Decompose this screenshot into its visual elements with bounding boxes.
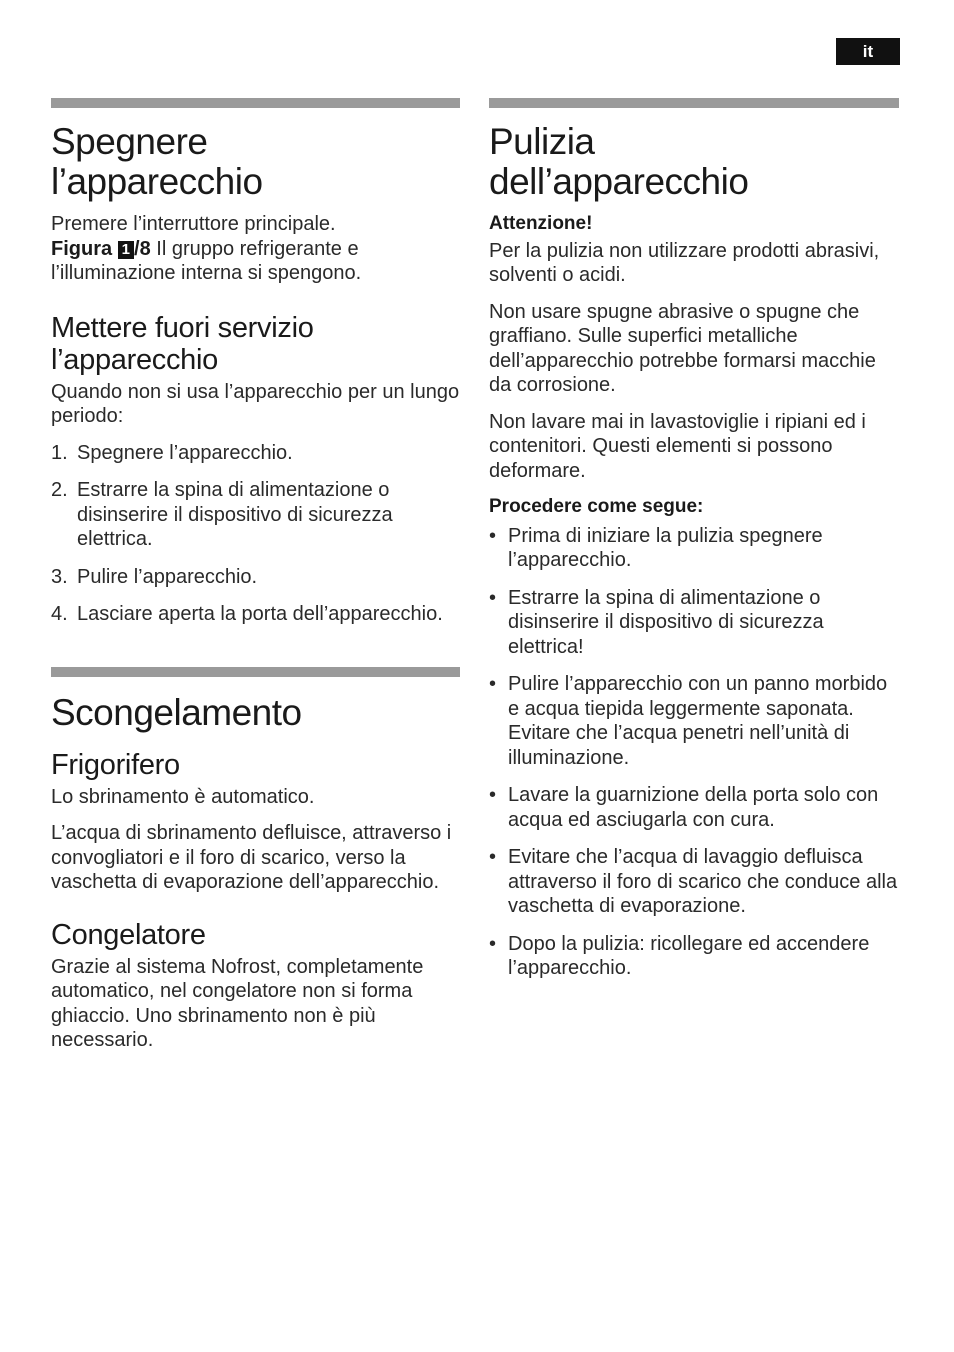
cleaning-paragraph-2: Non usare spugne abrasive o spugne che graffiano. Sulle superfici metalliche dell’apparecchio potrebbe formarsi macchie da corrosione. (489, 300, 876, 396)
list-item (489, 524, 899, 573)
procedure-label: Procedere come segue: (489, 496, 704, 517)
language-tab: it (836, 38, 900, 65)
figure-ref: /8 (134, 237, 151, 260)
bullet-marker: • (489, 932, 497, 955)
figure-label: Figura (51, 237, 118, 260)
subsection-title-fridge: Frigorifero (51, 748, 180, 781)
list-item (489, 586, 899, 660)
switch-off-paragraph (51, 212, 460, 286)
bullet-text: Pulire l’apparecchio con un panno morbido e acqua tiepida leggermente saponata. Evitare che l’acqua penetri nell’unità di illuminazione. (508, 673, 888, 769)
title-line: Spegnere (51, 121, 208, 162)
title-line: Pulizia (489, 121, 595, 162)
decommission-intro: Quando non si usa l’apparecchio per un lungo periodo: (51, 380, 460, 427)
bullet-marker: • (489, 784, 497, 806)
list-item (489, 672, 899, 770)
section-rule (489, 98, 899, 108)
list-item (51, 478, 460, 552)
intro-text: Premere l’interruttore principale. (51, 213, 336, 235)
section-rule (51, 98, 460, 108)
figure-reference (51, 238, 151, 260)
list-item (51, 565, 460, 590)
title-line: dell’apparecchio (489, 161, 749, 202)
list-item (51, 441, 460, 466)
decommission-steps (51, 441, 460, 627)
bullet-marker: • (489, 586, 497, 609)
section-title-cleaning (489, 122, 899, 202)
title-line: l’apparecchio (51, 161, 263, 202)
section-title-switch-off (51, 122, 460, 202)
bullet-marker: • (489, 524, 497, 547)
list-item (489, 845, 899, 919)
bullet-marker: • (489, 673, 497, 695)
warning-label: Attenzione! (489, 213, 593, 234)
title-line: l’apparecchio (51, 343, 218, 376)
step-number: 1. (51, 441, 68, 464)
step-number: 2. (51, 479, 68, 501)
fridge-paragraph-2: L’acqua di sbrinamento defluisce, attraverso i convogliatori e il foro di scarico, verso la vaschetta di evaporazione dell’apparecchio. (51, 822, 452, 893)
intro-rest-text: Il gruppo refrigerante e l’illuminazione interna si spengono. (51, 237, 362, 284)
fridge-paragraph-1: Lo sbrinamento è automatico. (51, 785, 315, 808)
bullet-marker: • (489, 846, 497, 868)
right-column (489, 98, 899, 994)
step-text: Lasciare aperta la porta dell’apparecchio. (77, 603, 443, 625)
step-text: Estrarre la spina di alimentazione o disinserire il dispositivo di sicurezza elettrica. (77, 479, 393, 550)
left-column (51, 98, 460, 1065)
section-rule (51, 667, 460, 677)
bullet-text: Dopo la pulizia: ricollegare ed accendere l’apparecchio. (508, 932, 870, 979)
freezer-paragraph: Grazie al sistema Nofrost, completamente automatico, nel congelatore non si forma ghiaccio. Uno sbrinamento non è più necessario. (51, 955, 424, 1051)
section-title-defrost: Scongelamento (51, 691, 302, 733)
cleaning-paragraph-3: Non lavare mai in lavastoviglie i ripiani ed i contenitori. Questi elementi si possono deformare. (489, 410, 866, 482)
subsection-title-freezer: Congelatore (51, 918, 206, 951)
bullet-text: Estrarre la spina di alimentazione o disinserire il dispositivo di sicurezza elettrica! (508, 586, 824, 658)
title-line: Mettere fuori servizio (51, 311, 314, 344)
step-text: Spegnere l’apparecchio. (77, 441, 293, 464)
bullet-text: Lavare la guarnizione della porta solo con acqua ed asciugarla con cura. (508, 784, 879, 831)
bullet-text: Prima di iniziare la pulizia spegnere l’apparecchio. (508, 524, 823, 571)
bullet-text: Evitare che l’acqua di lavaggio defluisca attraverso il foro di scarico che conduce alla vaschetta di evaporazione. (508, 846, 898, 917)
list-item (489, 932, 899, 981)
cleaning-steps (489, 524, 899, 981)
cleaning-paragraph-1: Per la pulizia non utilizzare prodotti abrasivi, solventi o acidi. (489, 239, 880, 286)
list-item (489, 783, 899, 832)
figure-number-badge: 1 (118, 241, 134, 259)
step-text: Pulire l’apparecchio. (77, 565, 258, 588)
subsection-title-decommission (51, 312, 460, 376)
step-number: 4. (51, 603, 68, 625)
list-item (51, 602, 460, 627)
step-number: 3. (51, 565, 68, 588)
